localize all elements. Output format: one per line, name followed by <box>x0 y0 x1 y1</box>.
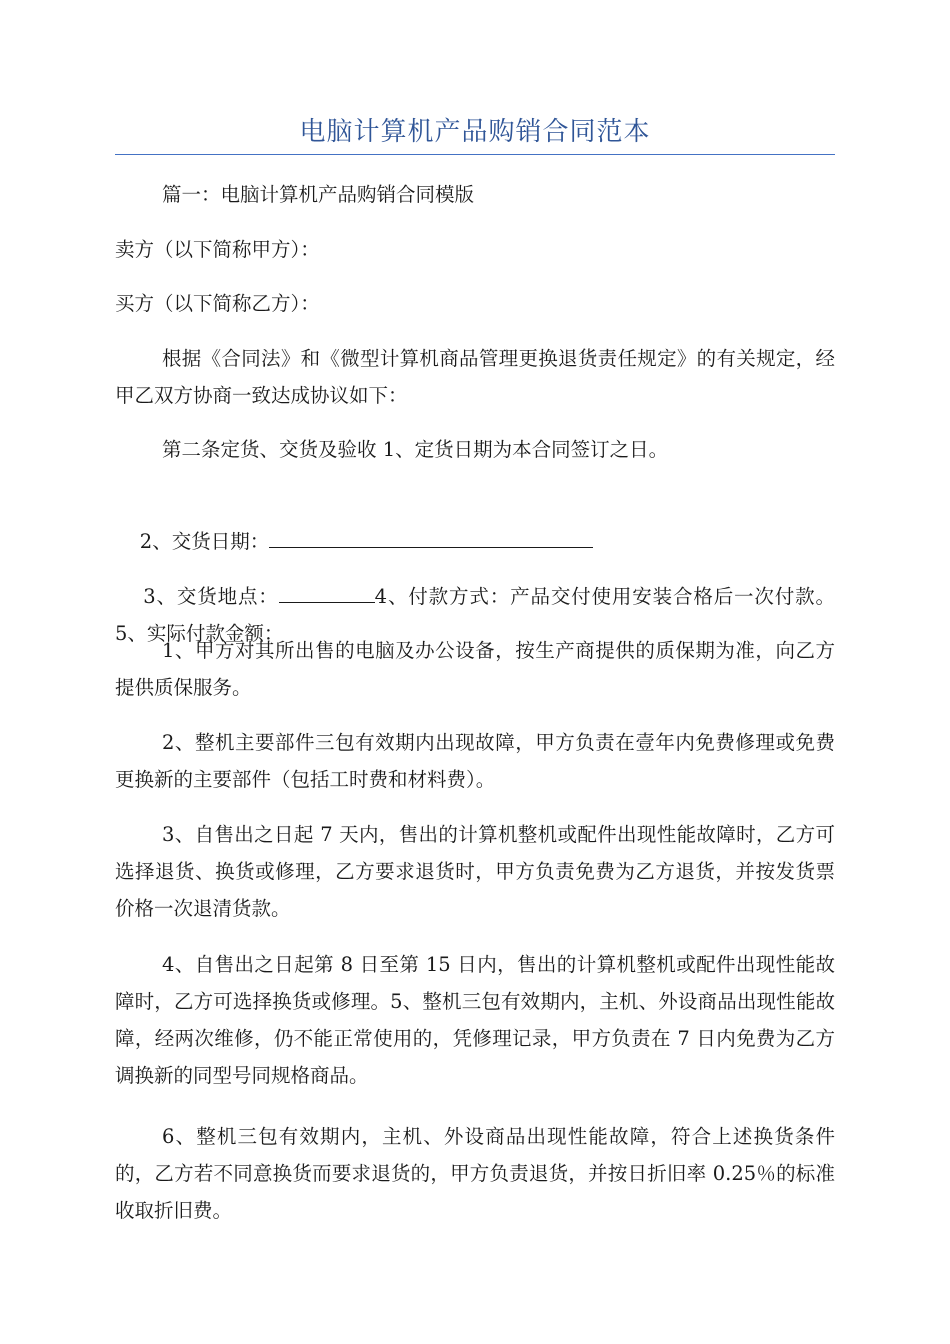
intro-paragraph: 根据《合同法》和《微型计算机商品管理更换退货责任规定》的有关规定，经甲乙双方协商一致达成协议如下： <box>115 347 835 407</box>
document-title: 电脑计算机产品购销合同范本 <box>299 117 651 147</box>
clause-item: 2、整机主要部件三包有效期内出现故障，甲方负责在壹年内免费修理或免费更换新的主要部件（包括工时费和材料费）。 <box>115 731 835 791</box>
clause-item: 1、甲方对其所出售的电脑及办公设备，按生产商提供的质保期为准，向乙方提供质保服务。 <box>115 639 835 699</box>
article-two: 第二条定货、交货及验收 1、定货日期为本合同签订之日。 <box>162 438 669 461</box>
payment-text: 4、付款方式：产品交付使用安装合格后一次付款。5、实际付款金额： <box>115 585 835 645</box>
delivery-place-blank <box>279 580 375 603</box>
clause-item: 4、自售出之日起第 8 日至第 15 日内，售出的计算机整机或配件出现性能故障时，乙方可选择换货或修理。5、整机三包有效期内，主机、外设商品出现性能故障，经两次维修，仍不能正常使用的，凭修理记录，甲方负责在 7 日内免费为乙方调换新的同型号同规格商品。 <box>115 953 835 1087</box>
clause-item: 3、自售出之日起 7 天内，售出的计算机整机或配件出现性能故障时，乙方可选择退货、换货或修理，乙方要求退货时，甲方负责免费为乙方退货，并按发货票价格一次退清货款。 <box>115 823 835 920</box>
title-underline <box>115 154 835 155</box>
delivery-date-label: 2、交货日期： <box>139 530 270 553</box>
buyer-line: 买方（以下简称乙方）： <box>115 292 320 315</box>
seller-line: 卖方（以下简称甲方）： <box>115 238 320 261</box>
section-heading: 篇一：电脑计算机产品购销合同模版 <box>162 183 475 206</box>
clause-item: 6、整机三包有效期内，主机、外设商品出现性能故障，符合上述换货条件的，乙方若不同意换货而要求退货的，甲方负责退货，并按日折旧率 0.25％的标准收取折旧费。 <box>115 1125 835 1222</box>
delivery-place-label: 3、交货地点： <box>143 585 279 608</box>
